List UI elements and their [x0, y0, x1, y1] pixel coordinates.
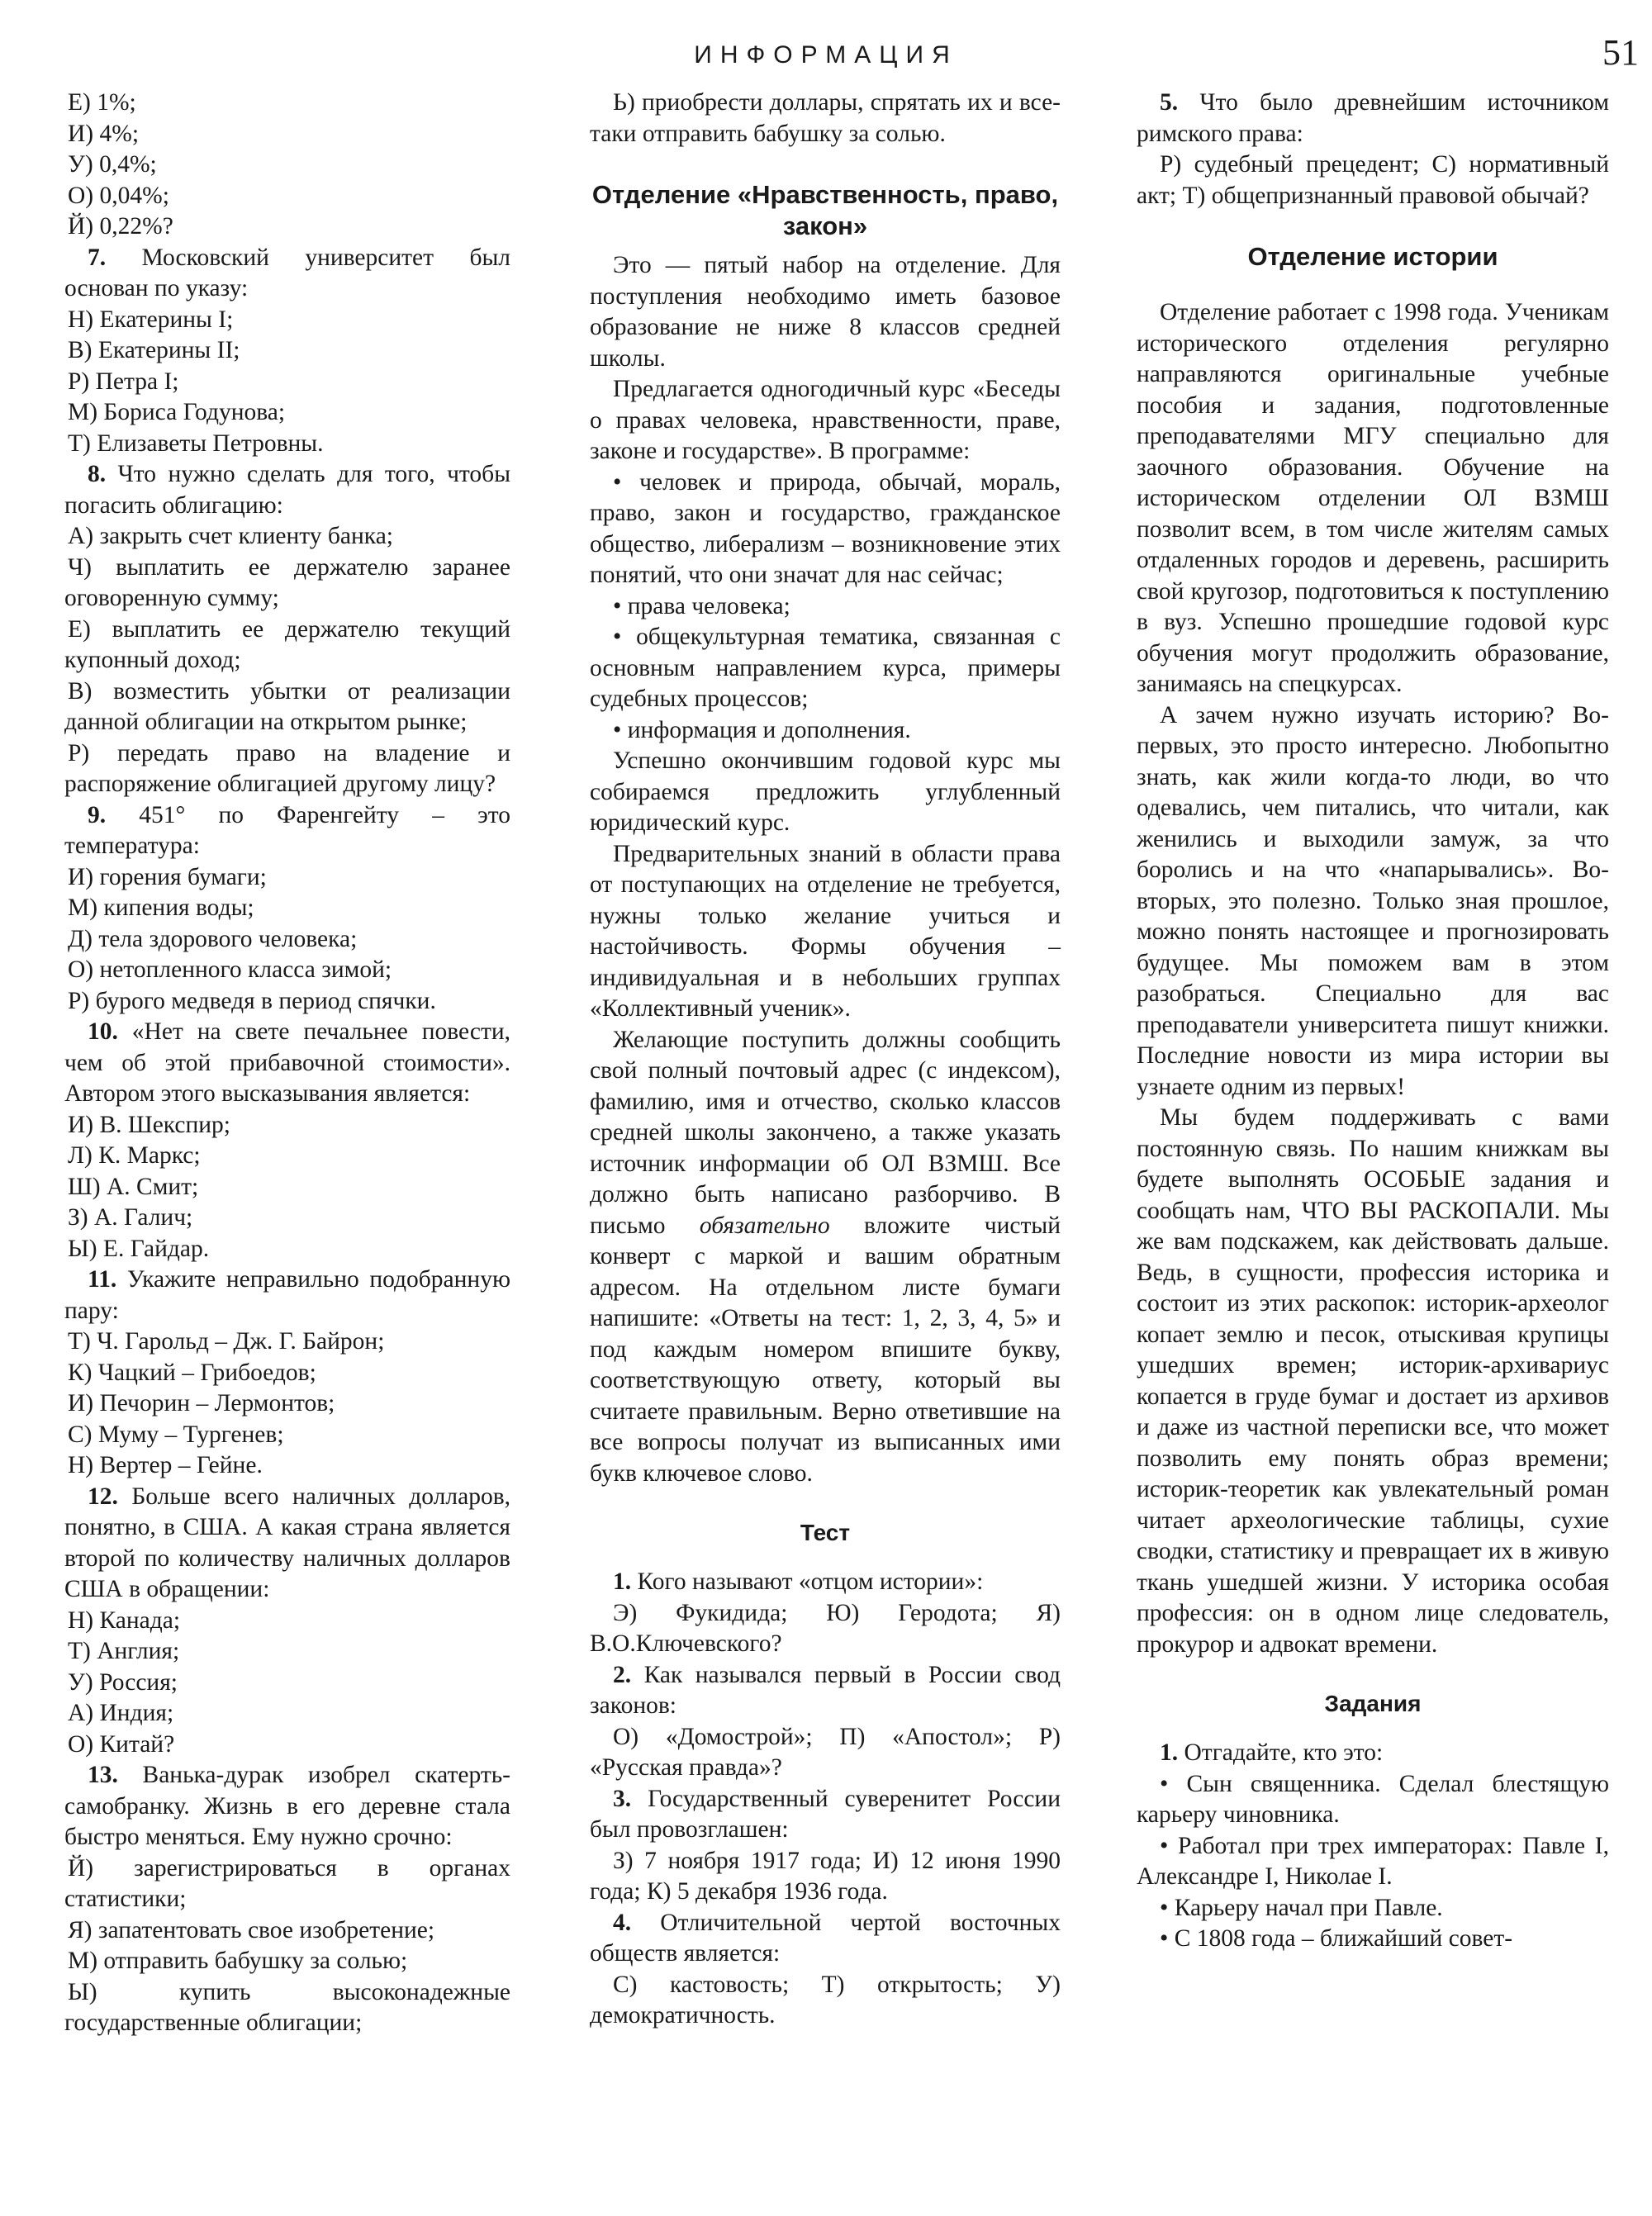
question-number: 13. — [88, 1762, 118, 1788]
option-line: Е) 1%; — [68, 89, 136, 116]
bullet-item: • С 1808 года – ближайший совет- — [1160, 1925, 1513, 1952]
paragraph: Успешно окончившим годовой курс мы собираемся предложить углубленный юридический курс. — [590, 747, 1061, 836]
test-question-5 — [1137, 88, 1609, 149]
question-number: 10. — [88, 1018, 118, 1045]
bullet-item: • права человека; — [613, 592, 790, 619]
task-1 — [1137, 1738, 1609, 1769]
option-line: М) Бориса Годунова; — [68, 399, 286, 425]
option-line: И) Печорин – Лермонтов; — [68, 1390, 335, 1416]
option-line: И) В. Шекспир; — [68, 1111, 230, 1138]
question-number: 5. — [1160, 89, 1179, 116]
test-answers: Р) судебный прецедент; С) нормативный акт; Т) общепризнанный правовой обычай? — [1137, 151, 1609, 209]
question-text: Кого называют «отцом истории»: — [637, 1568, 984, 1595]
option-line: З) А. Галич; — [68, 1204, 193, 1231]
question-text: Как назывался первый в России свод законов: — [590, 1661, 1061, 1719]
question-number: 3. — [613, 1785, 632, 1812]
option-line: Т) Елизаветы Петровны. — [68, 429, 324, 457]
running-header — [0, 32, 1652, 73]
option-line: И) 4%; — [68, 120, 140, 147]
emphasis-text: обязательно — [699, 1212, 830, 1239]
question-text: Больше всего наличных долларов, понятно, в США. А какая страна является второй по количеству наличных долларов США в обращении: — [64, 1483, 510, 1602]
test-question-3 — [590, 1784, 1061, 1846]
option-line: В) Екатерины II; — [68, 337, 240, 363]
option-line: Т) Ч. Гарольд – Дж. Г. Байрон; — [68, 1328, 385, 1355]
test-question-4 — [590, 1908, 1061, 1970]
bullet-item: • Работал при трех императорах: Павле I, Александре I, Николае I. — [1137, 1832, 1609, 1890]
column-1 — [64, 88, 510, 2039]
question-number: 1. — [1160, 1739, 1179, 1766]
option-line: М) отправить бабушку за солью; — [68, 1948, 408, 1974]
question-number: 11. — [88, 1266, 117, 1293]
bullet-item: • информация и дополнения. — [613, 716, 911, 743]
option-line: Ы) купить высоконадежные государственные облигации; — [64, 1978, 510, 2036]
test-answers: З) 7 ноября 1917 года; И) 12 июня 1990 года; К) 5 декабря 1936 года. — [590, 1847, 1061, 1905]
question-text: Государственный суверенитет России был провозглашен: — [590, 1785, 1061, 1843]
option-line: Е) выплатить ее держателю текущий купонный доход; — [64, 615, 510, 673]
option-line: Т) Англия; — [68, 1638, 180, 1664]
question-text: «Нет на свете печальнее повести, чем об этой прибавочной стоимости». Автором этого высказывания является: — [64, 1018, 510, 1107]
option-line: К) Чацкий – Грибоедов; — [68, 1359, 316, 1386]
page-number: 51 — [1602, 32, 1639, 73]
question-8 — [64, 459, 510, 521]
question-number: 8. — [88, 461, 107, 487]
section-title-tasks: Задания — [1324, 1691, 1422, 1716]
question-number: 4. — [613, 1909, 632, 1936]
bullet-item: • Карьеру начал при Павле. — [1160, 1894, 1443, 1921]
paragraph: Предварительных знаний в области права от поступающих на отделение не требуется, нужны только желание учиться и настойчивость. Формы обучения – индивидуальная и в небольших группах «Коллективный ученик». — [590, 840, 1061, 1022]
section-title-test: Тест — [800, 1520, 851, 1545]
paragraph: А зачем нужно изучать историю? Во-первых, это просто интересно. Любопытно знать, как жили когда-то люди, во что одевались, чем питались, что читали, как женились и выходили замуж, за что боролись и на что «напарывались». Во-вторых, это полезно. Только зная прошлое, можно понять настоящее и прогнозировать будущее. Мы поможем вам в этом разобраться. Специально для вас преподаватели университета пишут книжки. Последние новости из мира истории вы узнаете одним из первых! — [1137, 701, 1609, 1100]
option-line: А) Индия; — [68, 1700, 174, 1726]
option-line: Й) зарегистрироваться в органах статистики; — [64, 1854, 510, 1912]
question-13 — [64, 1760, 510, 1853]
question-12 — [64, 1482, 510, 1606]
option-line: О) 0,04%; — [68, 182, 169, 209]
apply-text-end: вложите чистый конверт с маркой и вашим обратным адресом. На отдельном листе бумаги напишите: «Ответы на тест: 1, 2, 3, 4, 5» и под каждым номером впишите букву, соответствующую ответу, который вы считаете правильным. Верно ответившие на все вопросы получат из выписанных ими букв ключевое слово. — [590, 1212, 1061, 1487]
question-text: Что нужно сделать для того, чтобы погасить облигацию: — [64, 461, 511, 519]
question-9 — [64, 800, 510, 862]
section-title-law: Отделение «Нравственность, право, закон» — [591, 180, 1059, 240]
option-line: О) Китай? — [68, 1730, 175, 1758]
option-line: Р) Петра I; — [68, 368, 179, 395]
paragraph-apply — [590, 1025, 1061, 1490]
option-line: Ч) выплатить ее держателю заранее оговоренную сумму; — [64, 553, 510, 611]
question-number: 12. — [88, 1483, 118, 1510]
question-number: 9. — [88, 801, 107, 828]
option-line: О) нетопленного класса зимой; — [68, 956, 392, 983]
question-11 — [64, 1265, 510, 1326]
question-number: 2. — [613, 1661, 632, 1688]
question-7 — [64, 243, 510, 305]
option-line: У) Россия; — [68, 1668, 178, 1696]
apply-text-start: Желающие поступить должны сообщить свой полный почтовый адрес (с индексом), фамилию, имя и отчество, сколько классов средней школы закончено, а также указать источник информации об ОЛ ВЗМШ. Все должно быть написано разборчиво. В письмо — [590, 1026, 1061, 1239]
bullet-item: • общекультурная тематика, связанная с основным направлением курса, примеры судебных процессов; — [590, 624, 1061, 712]
option-line: Р) передать право на владение и распоряжение облигацией другому лицу? — [64, 739, 510, 797]
option-line: В) возместить убытки от реализации данной облигации на открытом рынке; — [64, 677, 510, 735]
option-line: Ь) приобрести доллары, спрятать их и все-таки отправить бабушку за солью. — [590, 89, 1061, 147]
option-line: Н) Екатерины I; — [68, 306, 234, 333]
option-line: Р) бурого медведя в период спячки. — [68, 987, 436, 1014]
question-number: 1. — [613, 1568, 632, 1595]
test-answers: Э) Фукидида; Ю) Геродота; Я) В.О.Ключевского? — [590, 1599, 1061, 1657]
option-line: Й) 0,22%? — [68, 213, 173, 240]
option-line: М) кипения воды; — [68, 894, 254, 921]
question-text: Отгадайте, кто это: — [1184, 1739, 1384, 1766]
bullet-item: • человек и природа, обычай, мораль, право, закон и государство, гражданское общество, либерализм – возникновение этих понятий, что они значат для нас сейчас; — [590, 468, 1061, 588]
running-title: ИНФОРМАЦИЯ — [694, 41, 958, 69]
test-question-1 — [590, 1567, 1061, 1598]
question-number: 7. — [88, 244, 107, 271]
option-line: Д) тела здорового человека; — [68, 925, 358, 952]
option-line: И) горения бумаги; — [68, 863, 267, 890]
paragraph: Мы будем поддерживать с вами постоянную связь. По нашим книжкам вы будете выполнять ОСОБЫЕ задания и сообщать нам, ЧТО ВЫ РАСКОПАЛИ. Мы же вам подскажем, как действовать дальше. Ведь, в сущности, профессия историка и состоит из этих раскопок: историк-археолог копает землю и песок, отыскивая крупицы ушедших времен; историк-архивариус копается в груде бумаг и достает из архивов и даже из частной переписки все, что может позволить ему понять образ времени; историк-теоретик как увлекательный роман читает археологические таблицы, сухие сводки, статистику и превращает их в живую ткань ушедшей жизни. У историка особая профессия: он в одном лице следователь, прокурор и адвокат времени. — [1137, 1104, 1609, 1658]
question-text: Что было древнейшим источником римского права: — [1137, 89, 1609, 147]
question-10 — [64, 1017, 510, 1110]
option-line: Н) Вертер – Гейне. — [68, 1452, 263, 1478]
option-line: С) Муму – Тургенев; — [68, 1421, 284, 1448]
option-line: Я) запатентовать свое изобретение; — [68, 1916, 435, 1943]
question-text: Ванька-дурак изобрел скатерть-самобранку. Жизнь в его деревне стала быстро меняться. Ему нужно срочно: — [64, 1762, 510, 1850]
question-text: 451° по Фаренгейту – это температура: — [64, 801, 511, 859]
section-title-history: Отделение истории — [1247, 242, 1498, 271]
column-2 — [590, 88, 1061, 2032]
option-line: Н) Канада; — [68, 1606, 181, 1634]
option-line: У) 0,4%; — [68, 151, 157, 178]
option-line: Л) К. Маркс; — [68, 1142, 201, 1169]
test-answers: С) кастовость; Т) открытость; У) демократичность. — [590, 1971, 1061, 2029]
test-answers: О) «Домострой»; П) «Апостол»; Р) «Русская правда»? — [590, 1723, 1061, 1781]
paragraph: Отделение работает с 1998 года. Ученикам исторического отделения регулярно направляются оригинальные учебные пособия и задания, подготовленные преподавателями МГУ специально для заочного образования. Обучение на историческом отделении ОЛ ВЗМШ позволит всем, в том числе жителям самых отдаленных городов и деревень, расширить свой кругозор, подготовиться к поступлению в вуз. Успешно прошедшие годовой курс обучения могут продолжить образование, занимаясь на спецкурсах. — [1137, 299, 1609, 697]
test-question-2 — [590, 1660, 1061, 1722]
column-3 — [1137, 88, 1609, 1955]
option-line: Ш) А. Смит; — [68, 1173, 199, 1200]
option-line: А) закрыть счет клиенту банка; — [68, 523, 393, 549]
question-text: Московский университет был основан по указу: — [64, 244, 510, 301]
question-text: Укажите неправильно подобранную пару: — [64, 1266, 511, 1324]
option-line: Ы) Е. Гайдар. — [68, 1235, 210, 1262]
paragraph: Это — пятый набор на отделение. Для поступления необходимо иметь базовое образование не ниже 8 классов средней школы. — [590, 252, 1061, 372]
bullet-item: • Сын священника. Сделал блестящую карьеру чиновника. — [1137, 1770, 1609, 1828]
question-text: Отличительной чертой восточных обществ является: — [590, 1909, 1061, 1967]
paragraph: Предлагается одногодичный курс «Беседы о правах человека, нравственности, праве, законе и государстве». В программе: — [590, 376, 1061, 464]
